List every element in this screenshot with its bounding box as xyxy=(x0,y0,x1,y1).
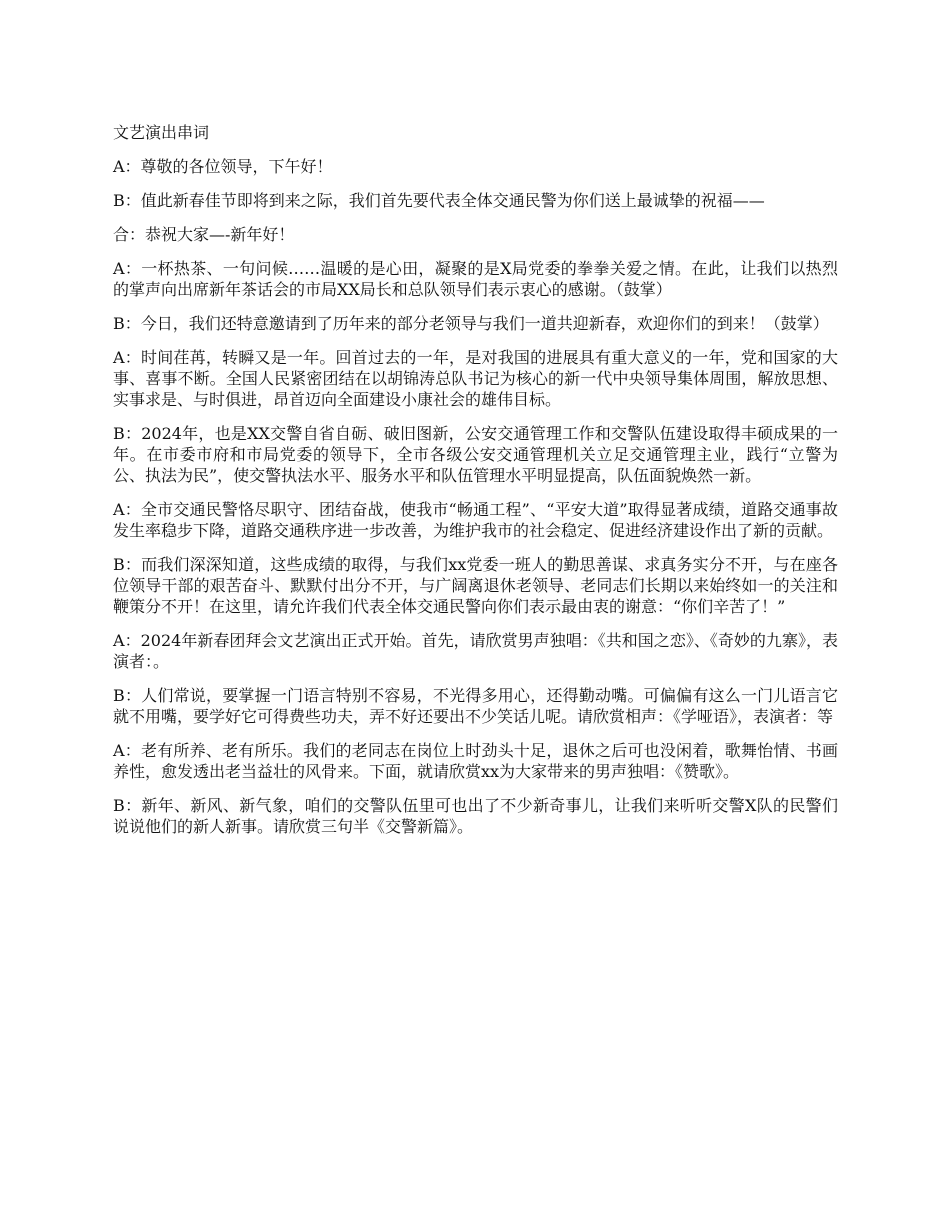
document-page xyxy=(113,122,838,850)
paragraph: A：时间荏苒，转瞬又是一年。回首过去的一年，是对我国的进展具有重大意义的一年，党和国家的大事、喜事不断。全国人民紧密团结在以胡锦涛总队书记为核心的新一代中央领导集体周围，解放思想、实事求是、与时俱进，昂首迈向全面建设小康社会的雄伟目标。 xyxy=(113,348,838,409)
paragraph: B：而我们深深知道，这些成绩的取得，与我们xx党委一班人的勤思善谋、求真务实分不开，与在座各位领导干部的艰苦奋斗、默默付出分不开，与广阔离退休老领导、老同志们长期以来始终如一的关注和鞭策分不开！在这里，请允许我们代表全体交通民警向你们表示最由衷的谢意：“你们辛苦了！” xyxy=(113,555,838,616)
paragraph: A：一杯热茶、一句问候……温暖的是心田，凝聚的是X局党委的拳拳关爱之情。在此，让我们以热烈的掌声向出席新年茶话会的市局XX局长和总队领导们表示衷心的感谢。（鼓掌） xyxy=(113,259,838,299)
paragraph: B：人们常说，要掌握一门语言特别不容易，不光得多用心，还得勤动嘴。可偏偏有这么一门儿语言它就不用嘴，要学好它可得费些功夫，弄不好还要出不少笑话儿呢。请欣赏相声：《学哑语》，表演者：等 xyxy=(113,686,838,726)
paragraph: A：2024年新春团拜会文艺演出正式开始。首先，请欣赏男声独唱：《共和国之恋》、《奇妙的九寨》，表演者：。 xyxy=(113,631,838,671)
paragraph: B：今日，我们还特意邀请到了历年来的部分老领导与我们一道共迎新春，欢迎你们的到来！（鼓掌） xyxy=(113,314,829,333)
paragraph: B：值此新春佳节即将到来之际，我们首先要代表全体交通民警为你们送上最诚挚的祝福—— xyxy=(113,191,765,210)
paragraph: A：全市交通民警恪尽职守、团结奋战，使我市“畅通工程”、“平安大道”取得显著成绩，道路交通事故发生率稳步下降，道路交通秩序进一步改善，为维护我市的社会稳定、促进经济建设作出了新的贡献。 xyxy=(113,500,838,540)
document-title: 文艺演出串词 xyxy=(113,123,210,142)
paragraph: B：2024年，也是XX交警自省自砺、破旧图新，公安交通管理工作和交警队伍建设取得丰硕成果的一年。在市委市府和市局党委的领导下，全市各级公安交通管理机关立足交通管理主业，践行“立警为公、执法为民”，使交警执法水平、服务水平和队伍管理水平明显提高，队伍面貌焕然一新。 xyxy=(113,424,838,485)
paragraph: B：新年、新风、新气象，咱们的交警队伍里可也出了不少新奇事儿，让我们来听听交警X队的民警们说说他们的新人新事。请欣赏三句半《交警新篇》。 xyxy=(113,796,838,836)
paragraph: A：老有所养、老有所乐。我们的老同志在岗位上时劲头十足，退休之后可也没闲着，歌舞怡情、书画养性，愈发透出老当益壮的风骨来。下面，就请欣赏xx为大家带来的男声独唱：《赞歌》。 xyxy=(113,741,838,781)
paragraph: 合：恭祝大家—-新年好！ xyxy=(113,225,295,244)
paragraph: A：尊敬的各位领导，下午好！ xyxy=(113,157,333,176)
